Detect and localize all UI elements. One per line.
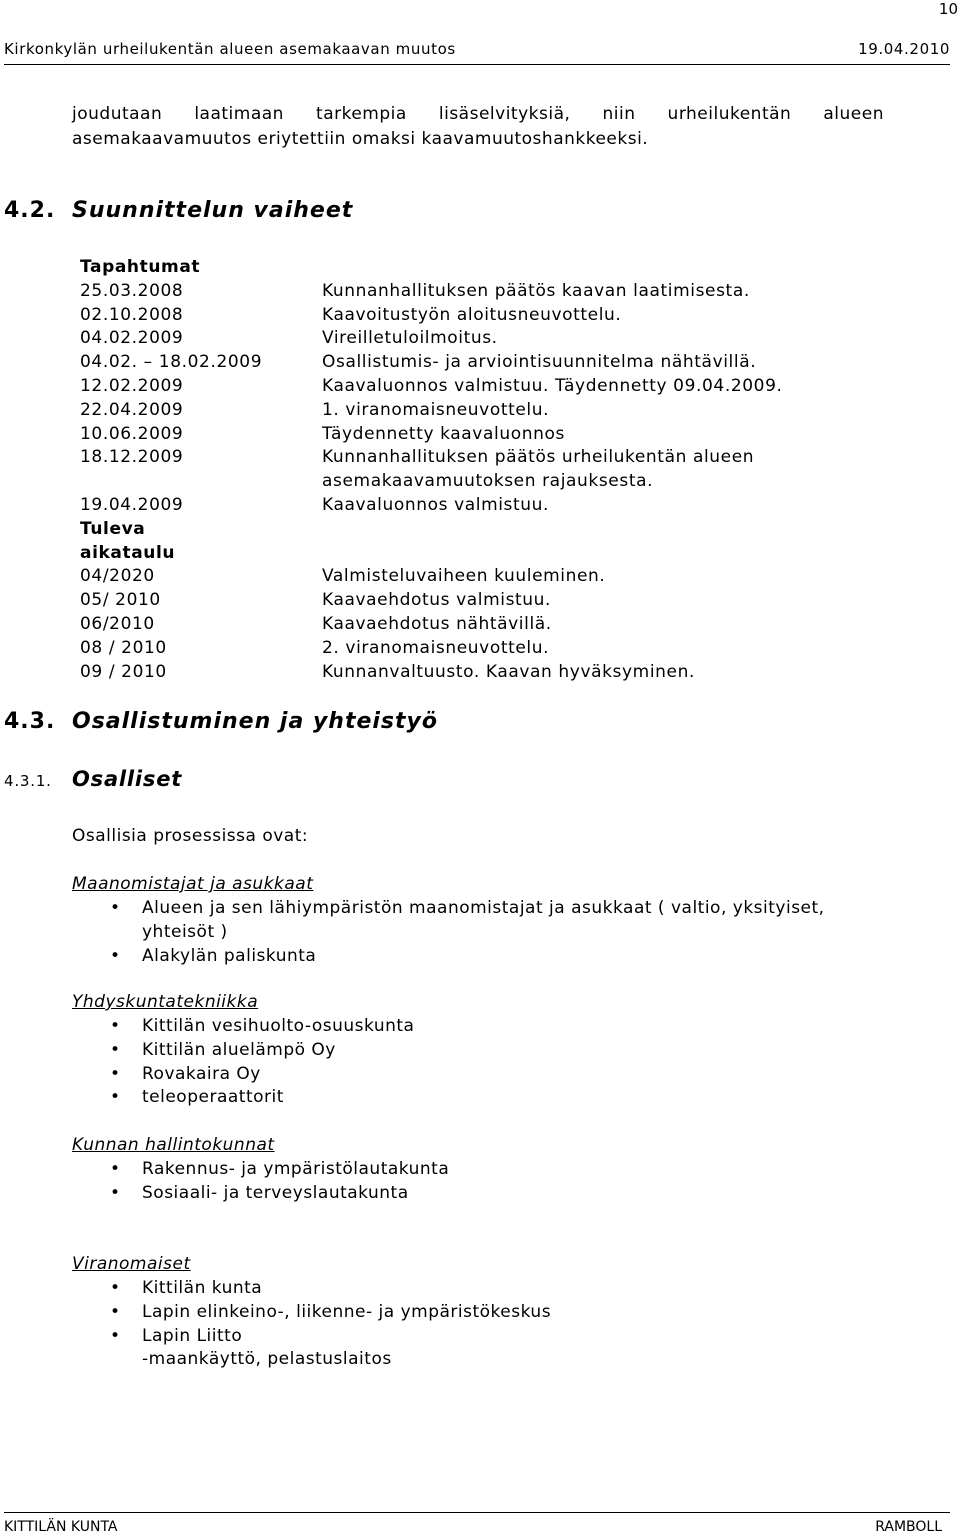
schedule-text: asemakaavamuutoksen rajauksesta. [322, 471, 654, 492]
schedule-row [80, 304, 900, 328]
schedule-date: 04/2020 [80, 566, 155, 587]
group-heading: Kunnan hallintokunnat [72, 1135, 275, 1155]
footer-left: KITTILÄN KUNTA [4, 1519, 118, 1535]
schedule-row [80, 423, 900, 447]
list-item-text: Alakylän paliskunta [142, 945, 317, 966]
schedule-row [80, 661, 900, 685]
schedule-text: Kunnanvaltuusto. Kaavan hyväksyminen. [322, 661, 695, 682]
page-footer [4, 1512, 950, 1535]
schedule-date: 22.04.2009 [80, 399, 184, 420]
group-list [72, 897, 832, 968]
schedule-text: Kaavaehdotus valmistuu. [322, 590, 552, 611]
schedule-row [80, 375, 900, 399]
group-list [72, 1277, 832, 1372]
list-item-text: Lapin Liitto [142, 1325, 243, 1346]
schedule-row [80, 256, 900, 280]
footer-right: RAMBOLL [875, 1519, 942, 1535]
schedule-date: 05/ 2010 [80, 590, 161, 611]
header-date: 19.04.2010 [858, 40, 950, 58]
schedule-row [80, 280, 900, 304]
list-item-text: Kittilän kunta [142, 1278, 263, 1298]
schedule-date: 18.12.2009 [80, 447, 184, 468]
schedule-date: 08 / 2010 [80, 637, 167, 658]
schedule-text: Vireilletuloilmoitus. [322, 328, 498, 349]
schedule-date: 02.10.2008 [80, 304, 184, 325]
list-item [72, 945, 832, 969]
list-item [72, 1182, 832, 1206]
list-item [72, 1015, 832, 1039]
schedule-table [80, 256, 900, 684]
schedule-date: 09 / 2010 [80, 661, 167, 682]
schedule-row [80, 399, 900, 423]
bullet-icon: • [110, 945, 121, 966]
list-item-text: -maankäyttö, pelastuslaitos [142, 1349, 392, 1370]
schedule-date: Tuleva [80, 518, 146, 539]
list-item [72, 897, 832, 945]
list-item-text: teleoperaattorit [142, 1087, 284, 1108]
section-title: Suunnittelun vaiheet [72, 198, 354, 223]
bullet-icon: • [110, 1325, 121, 1346]
list-item-continuation [72, 1348, 832, 1372]
list-item [72, 1086, 832, 1110]
group-heading: Maanomistajat ja asukkaat [72, 874, 314, 894]
schedule-text [322, 256, 900, 280]
bullet-icon: • [110, 898, 121, 918]
schedule-date: 04.02.2009 [80, 328, 184, 349]
page-number: 10 [938, 0, 958, 18]
section-number: 4.3. [4, 709, 56, 734]
schedule-date [80, 470, 322, 494]
schedule-date: 12.02.2009 [80, 375, 184, 396]
schedule-row [80, 589, 900, 613]
group-list [72, 1158, 832, 1206]
schedule-row [80, 494, 900, 518]
schedule-row [80, 327, 900, 351]
bullet-icon: • [110, 1182, 121, 1203]
section-number: 4.3.1. [4, 772, 52, 790]
schedule-date: 06/2010 [80, 613, 155, 634]
schedule-text: Kunnanhallituksen päätös urheilukentän alueen [322, 447, 755, 468]
list-item [72, 1277, 832, 1301]
schedule-row [80, 518, 900, 542]
schedule-row [80, 613, 900, 637]
schedule-row [80, 565, 900, 589]
schedule-text [322, 542, 900, 566]
schedule-text [322, 518, 900, 542]
schedule-row [80, 542, 900, 566]
list-item-text: Sosiaali- ja terveyslautakunta [142, 1182, 409, 1203]
group-heading: Viranomaiset [72, 1254, 191, 1274]
schedule-text: Kaavaehdotus nähtävillä. [322, 613, 552, 634]
group-list [72, 1015, 832, 1110]
page-header [4, 40, 950, 65]
schedule-date: 04.02. – 18.02.2009 [80, 352, 263, 373]
schedule-date: Tapahtumat [80, 257, 201, 277]
schedule-date: 25.03.2008 [80, 280, 184, 301]
bullet-icon: • [110, 1301, 121, 1322]
section-title: Osallistuminen ja yhteistyö [72, 709, 439, 734]
list-item [72, 1325, 832, 1349]
schedule-row [80, 470, 900, 494]
schedule-text: Kaavoitustyön aloitusneuvottelu. [322, 304, 622, 325]
list-item-text: Lapin elinkeino-, liikenne- ja ympäristökeskus [142, 1301, 552, 1322]
section-heading-4-3-1 [4, 767, 182, 791]
list-item [72, 1039, 832, 1063]
bullet-icon: • [110, 1039, 121, 1060]
list-item [72, 1301, 832, 1325]
schedule-text: Täydennetty kaavaluonnos [322, 423, 565, 444]
schedule-text: 2. viranomaisneuvottelu. [322, 637, 550, 658]
schedule-row [80, 446, 900, 470]
schedule-date: 10.06.2009 [80, 423, 184, 444]
schedule-text: Osallistumis- ja arviointisuunnitelma nähtävillä. [322, 352, 757, 373]
section-number: 4.2. [4, 198, 56, 223]
schedule-text: Kaavaluonnos valmistuu. Täydennetty 09.04.2009. [322, 375, 783, 396]
group-heading: Yhdyskuntatekniikka [72, 992, 259, 1012]
schedule-text: Valmisteluvaiheen kuuleminen. [322, 566, 606, 587]
list-item [72, 1158, 832, 1182]
list-item [72, 1063, 832, 1087]
participants-intro: Osallisia prosessissa ovat: [72, 826, 309, 846]
bullet-icon: • [110, 1087, 121, 1108]
schedule-text: Kunnanhallituksen päätös kaavan laatimisesta. [322, 280, 750, 301]
schedule-row [80, 351, 900, 375]
bullet-icon: • [110, 1016, 121, 1036]
list-item-text: Alueen ja sen lähiympäristön maanomistajat ja asukkaat ( valtio, yksityiset, yhteisöt ) [142, 898, 825, 942]
header-title: Kirkonkylän urheilukentän alueen asemakaavan muutos [4, 40, 456, 58]
bullet-icon: • [110, 1278, 121, 1298]
schedule-row [80, 637, 900, 661]
list-item-text: Kittilän vesihuolto-osuuskunta [142, 1016, 415, 1036]
section-heading-4-2 [4, 198, 353, 223]
list-item-text: Rovakaira Oy [142, 1063, 261, 1084]
list-item-text: Rakennus- ja ympäristölautakunta [142, 1159, 450, 1179]
bullet-icon: • [110, 1159, 121, 1179]
schedule-text: Kaavaluonnos valmistuu. [322, 494, 550, 515]
section-heading-4-3 [4, 709, 438, 734]
list-item-text: Kittilän aluelämpö Oy [142, 1039, 336, 1060]
schedule-date: aikataulu [80, 542, 176, 563]
intro-paragraph: joudutaan laatimaan tarkempia lisäselvityksiä, niin urheilukentän alueen asemakaavamuutos eriytettiin omaksi kaavamuutoshankkeeksi. [72, 104, 884, 149]
schedule-text: 1. viranomaisneuvottelu. [322, 399, 550, 420]
bullet-icon: • [110, 1063, 121, 1084]
section-title: Osalliset [72, 767, 183, 791]
schedule-date: 19.04.2009 [80, 494, 184, 515]
